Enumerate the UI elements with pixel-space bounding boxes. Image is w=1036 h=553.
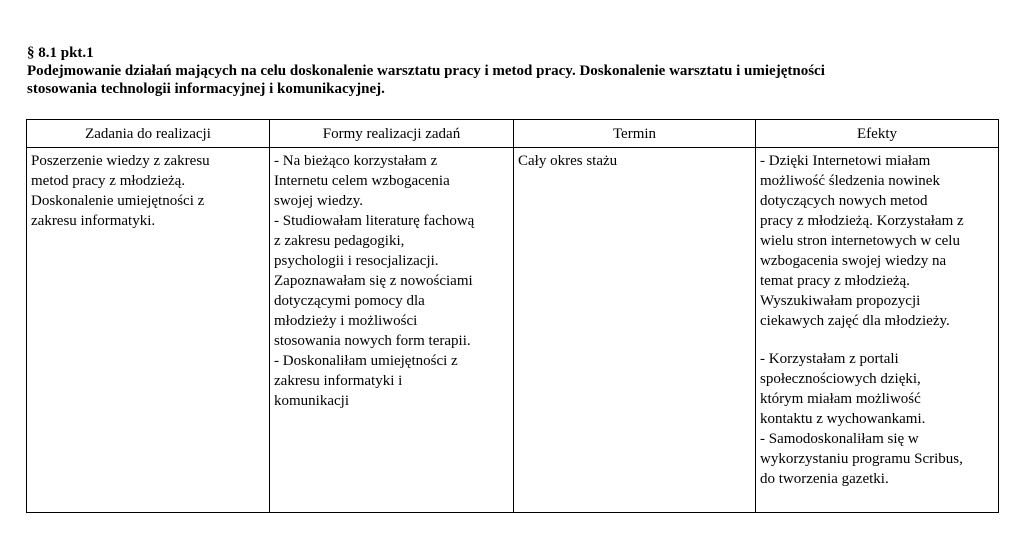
form-line: Internetu celem wzbogacenia bbox=[274, 173, 450, 189]
effect-line: - Korzystałam z portali bbox=[760, 351, 899, 367]
effect-line: Wyszukiwałam propozycji bbox=[760, 293, 921, 309]
form-line: z zakresu pedagogiki, bbox=[274, 233, 405, 249]
effect-line: którym miałam możliwość bbox=[760, 391, 921, 407]
section-title-line-1: Podejmowanie działań mających na celu doskonalenie warsztatu pracy i metod pracy. Doskonalenie warsztatu i umiejętności bbox=[27, 63, 825, 79]
effect-line: wielu stron internetowych w celu bbox=[760, 233, 960, 249]
development-plan-table bbox=[26, 119, 999, 513]
effect-line: kontaktu z wychowankami. bbox=[760, 411, 926, 427]
cell-effects bbox=[756, 148, 999, 513]
header-term: Termin bbox=[514, 120, 756, 148]
form-line: Zapoznawałam się z nowościami bbox=[274, 273, 473, 289]
paragraph-gap bbox=[760, 331, 994, 349]
section-number: § 8.1 pkt.1 bbox=[27, 45, 94, 61]
form-line: - Doskonaliłam umiejętności z bbox=[274, 353, 458, 369]
effect-line: wykorzystaniu programu Scribus, bbox=[760, 451, 963, 467]
cell-term bbox=[514, 148, 756, 513]
term-text: Cały okres stażu bbox=[518, 153, 618, 169]
effect-line: możliwość śledzenia nowinek bbox=[760, 173, 940, 189]
form-line: swojej wiedzy. bbox=[274, 193, 364, 209]
form-line: stosowania nowych form terapii. bbox=[274, 333, 471, 349]
form-line: zakresu informatyki i bbox=[274, 373, 403, 389]
form-line: psychologii i resocjalizacji. bbox=[274, 253, 439, 269]
task-line: Poszerzenie wiedzy z zakresu bbox=[31, 153, 210, 169]
task-line: metod pracy z młodzieżą. bbox=[31, 173, 186, 189]
table-row bbox=[27, 148, 999, 513]
section-title-line-2: stosowania technologii informacyjnej i komunikacyjnej. bbox=[27, 81, 385, 97]
cell-forms bbox=[270, 148, 514, 513]
effect-line: ciekawych zajęć dla młodzieży. bbox=[760, 313, 950, 329]
table-header-row bbox=[27, 120, 999, 148]
effect-line: - Samodoskonaliłam się w bbox=[760, 431, 919, 447]
task-line: Doskonalenie umiejętności z bbox=[31, 193, 205, 209]
task-line: zakresu informatyki. bbox=[31, 213, 156, 229]
effect-line: - Dzięki Internetowi miałam bbox=[760, 153, 931, 169]
form-line: komunikacji bbox=[274, 393, 349, 409]
form-line: - Na bieżąco korzystałam z bbox=[274, 153, 438, 169]
effect-line: dotyczących nowych metod bbox=[760, 193, 928, 209]
effect-line: temat pracy z młodzieżą. bbox=[760, 273, 910, 289]
form-line: - Studiowałam literaturę fachową bbox=[274, 213, 475, 229]
effect-line: do tworzenia gazetki. bbox=[760, 471, 889, 487]
form-line: młodzieży i możliwości bbox=[274, 313, 418, 329]
header-tasks: Zadania do realizacji bbox=[27, 120, 270, 148]
effect-line: społecznościowych dzięki, bbox=[760, 371, 921, 387]
effect-line: pracy z młodzieżą. Korzystałam z bbox=[760, 213, 964, 229]
form-line: dotyczącymi pomocy dla bbox=[274, 293, 425, 309]
cell-tasks bbox=[27, 148, 270, 513]
header-effects: Efekty bbox=[756, 120, 999, 148]
effect-line: wzbogacenia swojej wiedzy na bbox=[760, 253, 947, 269]
header-forms: Formy realizacji zadań bbox=[270, 120, 514, 148]
section-heading bbox=[27, 44, 1007, 98]
